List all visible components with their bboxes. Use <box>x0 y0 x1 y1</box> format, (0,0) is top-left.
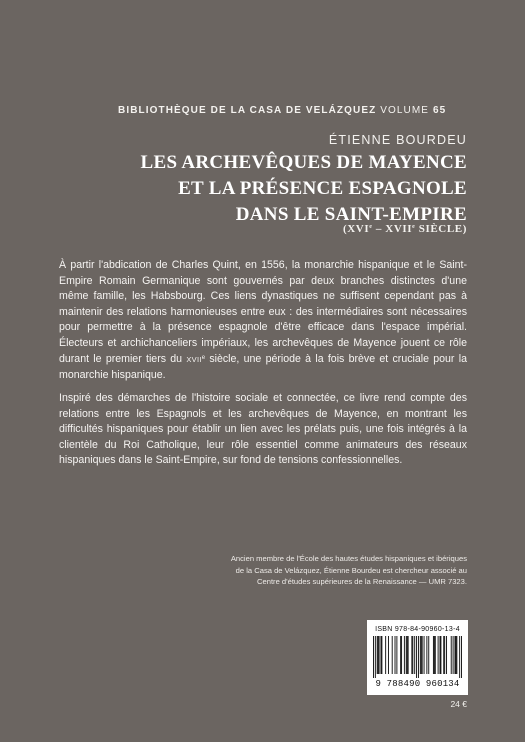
barcode-bar <box>407 636 408 674</box>
barcode-bar <box>414 636 415 674</box>
barcode-bar <box>401 636 402 674</box>
barcode-bar <box>404 636 405 674</box>
barcode-bar <box>435 636 436 674</box>
barcode-bar <box>418 636 419 678</box>
barcode-bar <box>378 636 379 674</box>
barcode-bar <box>395 636 396 674</box>
subtitle-close: SIÈCLE) <box>415 223 467 235</box>
barcode-bar <box>461 636 462 678</box>
barcode-bars <box>373 636 462 678</box>
blurb <box>59 258 467 477</box>
subtitle-open: (XVI <box>343 223 370 235</box>
barcode-bar <box>446 636 447 674</box>
barcode-bar <box>420 636 421 674</box>
barcode-bar <box>377 636 378 674</box>
barcode-bar <box>375 636 376 678</box>
bio-line-1: Ancien membre de l'École des hautes études hispaniques et ibériques <box>230 554 467 563</box>
isbn-label: ISBN 978-84-90960-13-4 <box>375 626 460 633</box>
volume-number: 65 <box>432 105 447 116</box>
blurb-p1-century: XVII <box>186 355 202 364</box>
barcode-bar <box>388 636 389 674</box>
blurb-p1-sup: e <box>201 355 206 361</box>
blurb-paragraph-2: Inspiré des démarches de l'histoire sociale et connectée, ce livre rend compte des relations entre les Espagnols et les archevêques de Mayence, en montrant les difficultés hispaniques pour établir un lien avec les prélats puis, une fois intégrés à la clientèle du Roi Catholique, leur rôle essentiel comme animateurs des réseaux hispaniques dans le Saint-Empire, sur fond de tensions confessionnelles. <box>59 392 467 466</box>
barcode-bar <box>459 636 460 678</box>
series-name: BIBLIOTHÈQUE DE LA CASA DE VELÁZQUEZ <box>118 105 377 116</box>
barcode-bar <box>428 636 429 674</box>
barcode-digits: 9 788490 960134 <box>375 679 460 689</box>
barcode-bar <box>451 636 452 674</box>
barcode-bar <box>444 636 445 674</box>
barcode-bar <box>406 636 407 674</box>
title-line-2: ET LA PRÉSENCE ESPAGNOLE <box>178 178 467 199</box>
barcode-bar <box>440 636 441 674</box>
title-line-3: DANS LE SAINT-EMPIRE <box>235 204 467 225</box>
title-line-1: LES ARCHEVÊQUES DE MAYENCE <box>140 152 467 173</box>
blurb-p1-text: À partir l'abdication de Charles Quint, en 1556, la monarchie hispanique et le Saint-Empire Romain Germanique sont gouvernés par deux branches distinctes d'une même famille, les Habsbourg. Ces liens dynastiques ne suffisent cependant pas à maintenir des relations harmonieuses entre eux : des intermédiaires sont nécessaires pour permettre à la présence espagnole d'être efficace dans l'espace impérial. Électeurs et archichanceliers impériaux, les archevêques de Mayence jouent ce rôle durant le premier tiers du <box>59 259 467 365</box>
barcode-bar <box>453 636 454 674</box>
barcode-bar <box>455 636 456 674</box>
subtitle-mid: – XVII <box>372 223 413 235</box>
barcode-box <box>367 620 468 695</box>
series-line <box>118 105 478 116</box>
volume-label: VOLUME <box>380 105 430 116</box>
barcode-bar <box>408 636 409 674</box>
barcode-bar <box>422 636 423 674</box>
subtitle-sup-1: e <box>369 224 373 230</box>
barcode-bar <box>456 636 457 674</box>
barcode-bar <box>412 636 413 674</box>
barcode-bar <box>381 636 382 674</box>
barcode-bar <box>392 636 393 674</box>
barcode-bar <box>440 636 441 674</box>
barcode-bar <box>443 636 444 674</box>
bio-line-3: Centre d'études supérieures de la Renaissance — UMR 7323. <box>257 577 467 586</box>
barcode-bar <box>396 636 397 674</box>
blurb-paragraph-1 <box>59 258 467 383</box>
barcode-bar <box>426 636 427 674</box>
barcode-bar <box>434 636 435 674</box>
book-title <box>87 150 467 228</box>
author-name: ÉTIENNE BOURDEU <box>328 133 467 147</box>
price: 24 € <box>450 699 467 709</box>
author-bio <box>167 553 467 588</box>
barcode-bar <box>373 636 374 678</box>
barcode-bar <box>433 636 434 674</box>
barcode-bar <box>400 636 401 674</box>
barcode-bar <box>421 636 422 674</box>
barcode-bar <box>455 636 456 674</box>
barcode-bar <box>380 636 381 674</box>
barcode-bar <box>438 636 439 674</box>
barcode-bar <box>411 636 412 674</box>
book-subtitle <box>343 223 467 235</box>
barcode-bar <box>385 636 386 674</box>
barcode-bar <box>416 636 417 678</box>
bio-line-2: de la Casa de Velázquez, Étienne Bourdeu est chercheur associé au <box>235 565 467 575</box>
subtitle-sup-2: e <box>412 224 416 230</box>
blurb-p1-end: siècle, une période à la fois brève et cruciale pour la monarchie hispanique. <box>59 353 467 381</box>
barcode-bar <box>379 636 380 674</box>
barcode-bar <box>424 636 425 674</box>
